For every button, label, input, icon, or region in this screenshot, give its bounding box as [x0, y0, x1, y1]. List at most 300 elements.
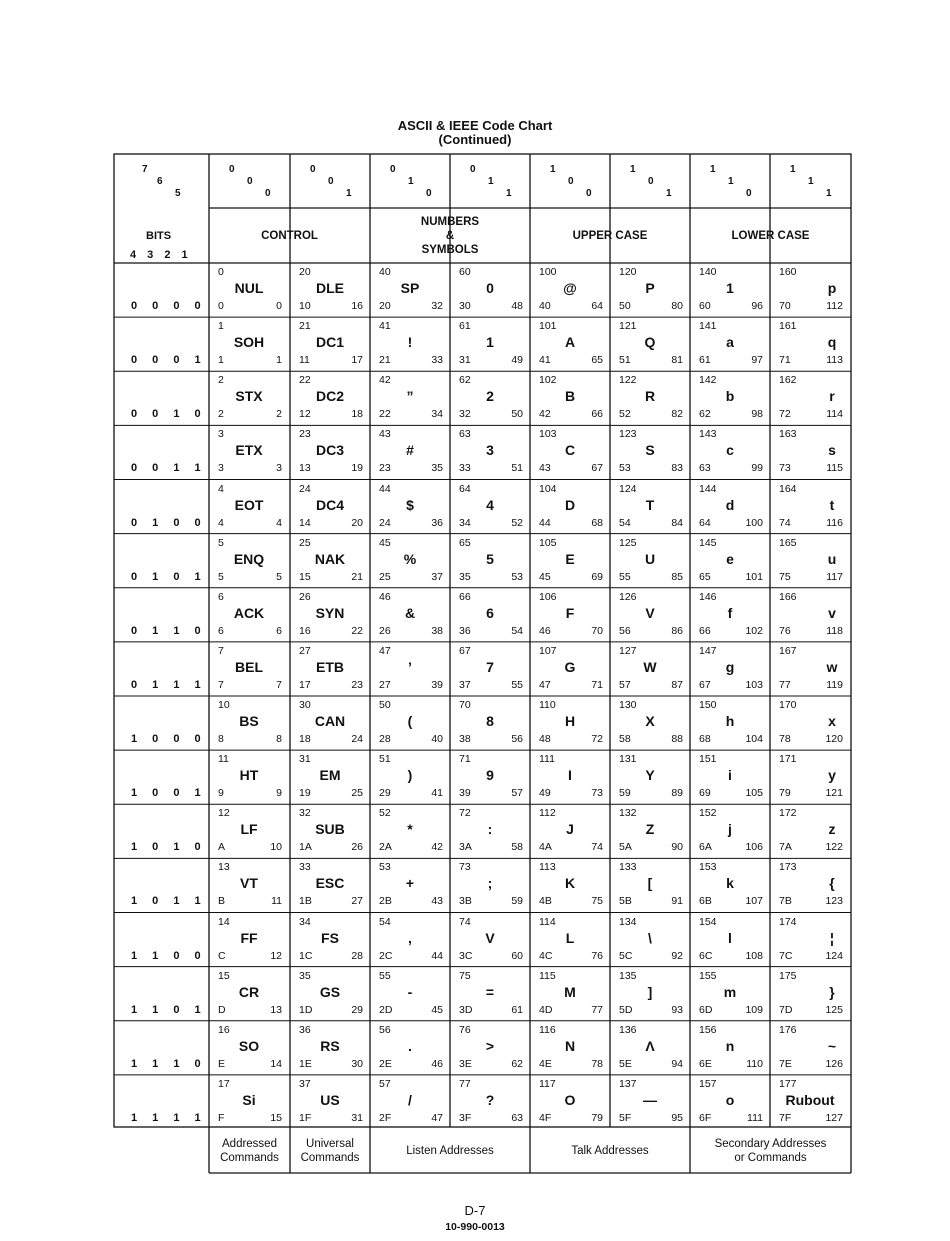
hex-code: C [218, 949, 226, 962]
hex-code: 68 [699, 733, 711, 745]
octal-code: 172 [779, 807, 797, 820]
hex-code: 6F [699, 1111, 712, 1124]
character: FF [240, 929, 258, 946]
character: x [828, 713, 836, 729]
character: DC2 [315, 388, 344, 405]
character: r [829, 388, 835, 405]
decimal-code: 112 [826, 300, 843, 312]
decimal-code: 10 [270, 841, 282, 854]
decimal-code: 121 [825, 787, 843, 800]
decimal-code: 64 [591, 300, 603, 312]
character: K [564, 875, 576, 892]
hex-code: 33 [459, 462, 471, 475]
character: CR [238, 983, 260, 1000]
hex-code: 7E [779, 1057, 792, 1070]
octal-code: 60 [459, 266, 471, 278]
character: LF [240, 821, 258, 838]
character: J [566, 821, 574, 838]
octal-code: 35 [299, 969, 311, 982]
footer-label-2: Listen Addresses [406, 1145, 494, 1157]
decimal-code: 71 [591, 678, 603, 691]
decimal-code: 13 [270, 1003, 282, 1016]
hex-code: 53 [619, 462, 631, 475]
octal-code: 113 [539, 861, 556, 874]
hex-code: 2D [379, 1003, 393, 1016]
character: Si [242, 1091, 256, 1108]
decimal-code: 88 [671, 733, 683, 745]
hex-code: 78 [779, 733, 791, 745]
octal-code: 56 [379, 1023, 391, 1036]
decimal-code: 8 [276, 733, 282, 745]
decimal-code: 44 [431, 949, 443, 962]
octal-code: 146 [699, 590, 717, 603]
octal-code: 64 [459, 482, 471, 495]
octal-code: 117 [539, 1077, 556, 1090]
character: 5 [486, 550, 494, 567]
decimal-code: 16 [351, 300, 363, 312]
hex-code: 19 [299, 787, 311, 800]
hex-code: 12 [299, 408, 311, 421]
character: W [643, 658, 657, 675]
decimal-code: 86 [671, 624, 683, 637]
character: N [564, 1037, 576, 1054]
hex-code: 1C [299, 949, 313, 962]
character: Q [644, 334, 656, 351]
octal-code: 67 [459, 644, 471, 657]
decimal-code: 28 [351, 949, 363, 962]
decimal-code: 87 [671, 678, 683, 691]
character: ENQ [233, 550, 265, 567]
decimal-code: 119 [826, 678, 843, 691]
octal-code: 4 [218, 482, 224, 495]
character: a [726, 334, 734, 351]
character: G [564, 658, 576, 675]
octal-code: 150 [699, 699, 717, 711]
decimal-code: 15 [270, 1111, 282, 1124]
octal-code: 14 [218, 915, 230, 928]
octal-code: 155 [699, 969, 717, 982]
decimal-code: 12 [270, 949, 282, 962]
octal-code: 100 [539, 266, 557, 278]
hex-code: 60 [699, 300, 711, 312]
hex-code: D [218, 1003, 226, 1016]
octal-code: 157 [699, 1077, 717, 1090]
decimal-code: 9 [276, 787, 282, 800]
character: VT [240, 875, 258, 892]
column-bit7: 1 [710, 164, 716, 175]
octal-code: 102 [539, 374, 557, 387]
decimal-code: 78 [591, 1057, 603, 1070]
octal-code: 135 [619, 969, 637, 982]
hex-code: 52 [619, 408, 631, 421]
octal-code: 25 [299, 536, 311, 549]
hex-code: 4F [539, 1111, 552, 1124]
hex-code: 1D [299, 1003, 313, 1016]
octal-code: 104 [539, 482, 557, 495]
character: SUB [315, 821, 345, 838]
decimal-code: 1 [276, 354, 282, 367]
column-bit7: 1 [790, 164, 796, 175]
octal-code: 54 [379, 915, 391, 928]
decimal-code: 55 [511, 678, 523, 691]
decimal-code: 42 [431, 841, 443, 854]
decimal-code: 67 [591, 462, 603, 475]
hex-code: 36 [459, 624, 471, 637]
character: U [644, 550, 656, 567]
hex-code: 4C [539, 949, 553, 962]
character: 8 [486, 713, 494, 729]
octal-code: 170 [779, 699, 797, 711]
column-bit6: 0 [648, 176, 654, 187]
decimal-code: 53 [511, 570, 523, 583]
character: l [728, 929, 732, 946]
decimal-code: 117 [826, 570, 843, 583]
decimal-code: 84 [671, 516, 683, 529]
octal-code: 57 [379, 1077, 391, 1090]
hex-code: 3A [459, 841, 472, 854]
column-bit5: 1 [506, 188, 512, 199]
bit-number: 5 [175, 188, 181, 199]
character: X [645, 713, 655, 729]
character: ” [406, 388, 414, 405]
octal-code: 37 [299, 1077, 311, 1090]
hex-code: 40 [539, 300, 551, 312]
character: SO [238, 1037, 260, 1054]
octal-code: 152 [699, 807, 717, 820]
hex-code: 54 [619, 516, 631, 529]
hex-code: 35 [459, 570, 471, 583]
character: CAN [314, 713, 346, 729]
character: H [564, 713, 576, 729]
octal-code: 40 [379, 266, 391, 278]
character: BEL [235, 658, 263, 675]
octal-code: 154 [699, 915, 717, 928]
octal-code: 52 [379, 807, 391, 820]
character: SP [400, 280, 420, 296]
decimal-code: 106 [745, 841, 763, 854]
octal-code: 43 [379, 428, 391, 441]
hex-code: 6C [699, 949, 713, 962]
decimal-code: 37 [431, 570, 443, 583]
decimal-code: 24 [351, 733, 363, 745]
octal-code: 110 [539, 699, 556, 711]
octal-code: 15 [218, 969, 230, 982]
character: b [725, 388, 735, 405]
octal-code: 20 [299, 266, 311, 278]
decimal-code: 20 [351, 516, 363, 529]
character: g [725, 658, 735, 675]
hex-code: 49 [539, 787, 551, 800]
decimal-code: 97 [751, 354, 763, 367]
octal-code: 72 [459, 807, 471, 820]
character: p [827, 280, 837, 296]
decimal-code: 31 [351, 1111, 363, 1124]
group-label-2: UPPER CASE [572, 230, 648, 242]
octal-code: 124 [619, 482, 637, 495]
row-bits: 0 0 0 0 [131, 300, 207, 312]
hex-code: 73 [779, 462, 791, 475]
octal-code: 147 [699, 644, 717, 657]
octal-code: 106 [539, 590, 557, 603]
decimal-code: 89 [671, 787, 683, 800]
octal-code: 76 [459, 1023, 471, 1036]
octal-code: 120 [619, 266, 637, 278]
character: d [725, 496, 735, 513]
character: @ [563, 280, 577, 296]
character: V [485, 929, 495, 946]
octal-code: 74 [459, 915, 471, 928]
decimal-code: 105 [745, 787, 763, 800]
hex-code: 72 [779, 408, 791, 421]
octal-code: 173 [779, 861, 797, 874]
character: ETX [235, 442, 263, 459]
row-bits: 1 1 0 0 [131, 949, 207, 962]
character: & [404, 604, 416, 621]
octal-code: 11 [218, 753, 229, 766]
decimal-code: 45 [431, 1003, 443, 1016]
footer-label-0: Addressed Commands [220, 1138, 279, 1164]
octal-code: 122 [619, 374, 637, 387]
character: / [408, 1091, 412, 1108]
hex-code: B [218, 895, 226, 908]
hex-code: 4 [218, 516, 224, 529]
hex-code: 45 [539, 570, 551, 583]
character: O [564, 1091, 576, 1108]
character: A [564, 334, 576, 351]
decimal-code: 59 [511, 895, 523, 908]
character: V [645, 604, 655, 621]
octal-code: 45 [379, 536, 391, 549]
decimal-code: 56 [511, 733, 523, 745]
character: i [728, 767, 732, 784]
character: FS [321, 929, 339, 946]
character: ETB [316, 658, 344, 675]
chart-title: ASCII & IEEE Code Chart [397, 118, 553, 133]
character: y [828, 767, 836, 784]
column-bit7: 0 [310, 164, 316, 175]
octal-code: 166 [779, 590, 797, 603]
character: m [723, 983, 737, 1000]
hex-code: 32 [459, 408, 471, 421]
hex-code: 5 [218, 570, 224, 583]
octal-code: 136 [619, 1023, 637, 1036]
character: L [565, 929, 575, 946]
character: T [645, 496, 655, 513]
character: ~ [827, 1037, 837, 1054]
decimal-code: 109 [745, 1003, 763, 1016]
character: v [828, 604, 836, 621]
octal-code: 103 [539, 428, 557, 441]
decimal-code: 125 [825, 1003, 843, 1016]
column-bit7: 1 [630, 164, 636, 175]
octal-code: 130 [619, 699, 637, 711]
decimal-code: 19 [351, 462, 363, 475]
hex-code: 7F [779, 1111, 792, 1124]
octal-code: 63 [459, 428, 471, 441]
hex-code: 70 [779, 300, 791, 312]
character: F [565, 604, 575, 621]
octal-code: 16 [218, 1023, 230, 1036]
character: Rubout [785, 1091, 835, 1108]
hex-code: 2C [379, 949, 393, 962]
row-bits: 1 1 1 1 [131, 1111, 207, 1124]
character: : [487, 821, 493, 838]
decimal-code: 114 [826, 408, 843, 421]
octal-code: 145 [699, 536, 717, 549]
octal-code: 13 [218, 861, 230, 874]
hex-code: 7D [779, 1003, 793, 1016]
hex-code: 1B [299, 895, 312, 908]
octal-code: 61 [459, 320, 471, 333]
character: NUL [234, 280, 264, 296]
hex-code: 6A [699, 841, 712, 854]
character: { [829, 875, 835, 892]
hex-code: 74 [779, 516, 791, 529]
character: ] [647, 983, 653, 1000]
octal-code: 174 [779, 915, 797, 928]
character: f [727, 604, 733, 621]
octal-code: 156 [699, 1023, 717, 1036]
hex-code: 43 [539, 462, 551, 475]
row-bits: 1 0 0 1 [131, 787, 207, 800]
octal-code: 50 [379, 699, 391, 711]
decimal-code: 90 [671, 841, 683, 854]
character: HT [239, 767, 259, 784]
hex-code: 2A [379, 841, 392, 854]
character: 2 [486, 388, 494, 405]
hex-code: E [218, 1057, 226, 1070]
hex-code: 3C [459, 949, 473, 962]
row-bits: 0 1 0 1 [131, 570, 207, 583]
octal-code: 127 [619, 644, 637, 657]
octal-code: 7 [218, 644, 224, 657]
hex-code: 57 [619, 678, 631, 691]
decimal-code: 57 [511, 787, 523, 800]
octal-code: 175 [779, 969, 797, 982]
octal-code: 33 [299, 861, 311, 874]
character: 6 [486, 604, 494, 621]
column-bit7: 0 [470, 164, 476, 175]
octal-code: 12 [218, 807, 230, 820]
character: STX [235, 388, 263, 405]
bit-order: 4 3 2 1 [130, 249, 192, 261]
row-bits: 1 0 1 1 [131, 895, 207, 908]
decimal-code: 38 [431, 624, 443, 637]
character: DC3 [315, 442, 344, 459]
decimal-code: 41 [431, 787, 443, 800]
decimal-code: 5 [276, 570, 282, 583]
character: Z [645, 821, 655, 838]
column-bit7: 1 [550, 164, 556, 175]
decimal-code: 95 [671, 1111, 683, 1124]
hex-code: 4A [539, 841, 552, 854]
hex-code: 3F [459, 1111, 472, 1124]
character: 1 [486, 334, 494, 351]
decimal-code: 99 [751, 462, 763, 475]
octal-code: 133 [619, 861, 637, 874]
octal-code: 134 [619, 915, 637, 928]
hex-code: 2E [379, 1057, 392, 1070]
column-bit5: 1 [666, 188, 672, 199]
character: 3 [486, 442, 494, 459]
hex-code: 8 [218, 733, 224, 745]
decimal-code: 126 [825, 1057, 843, 1070]
hex-code: 0 [218, 300, 224, 312]
decimal-code: 113 [826, 354, 843, 367]
character: D [564, 496, 576, 513]
octal-code: 36 [299, 1023, 311, 1036]
octal-code: 111 [539, 753, 555, 766]
octal-code: 51 [379, 753, 391, 766]
decimal-code: 21 [351, 570, 363, 583]
hex-code: 77 [779, 678, 791, 691]
decimal-code: 104 [745, 733, 763, 745]
character: o [725, 1091, 735, 1108]
octal-code: 46 [379, 590, 391, 603]
hex-code: 63 [699, 462, 711, 475]
hex-code: 79 [779, 787, 791, 800]
hex-code: 47 [539, 678, 551, 691]
octal-code: 75 [459, 969, 471, 982]
octal-code: 137 [619, 1077, 637, 1090]
character: — [643, 1091, 657, 1108]
hex-code: 38 [459, 733, 471, 745]
decimal-code: 66 [591, 408, 603, 421]
octal-code: 71 [459, 753, 471, 766]
decimal-code: 7 [276, 678, 282, 691]
hex-code: 62 [699, 408, 711, 421]
octal-code: 24 [299, 482, 311, 495]
column-bit6: 0 [328, 176, 334, 187]
character: ( [407, 713, 413, 729]
column-bit6: 1 [808, 176, 814, 187]
column-bit5: 0 [426, 188, 432, 199]
octal-code: 5 [218, 536, 224, 549]
decimal-code: 25 [351, 787, 363, 800]
decimal-code: 120 [825, 733, 843, 745]
column-bit6: 0 [568, 176, 574, 187]
octal-code: 153 [699, 861, 717, 874]
hex-code: 75 [779, 570, 791, 583]
decimal-code: 32 [431, 300, 443, 312]
row-bits: 0 0 1 0 [131, 408, 207, 421]
decimal-code: 83 [671, 462, 683, 475]
hex-code: 14 [299, 516, 311, 529]
hex-code: 71 [779, 354, 791, 367]
bit-number: 7 [142, 164, 148, 175]
octal-code: 177 [779, 1077, 797, 1090]
decimal-code: 116 [826, 516, 843, 529]
character: + [405, 875, 415, 892]
decimal-code: 2 [276, 408, 282, 421]
character: . [408, 1037, 412, 1054]
hex-code: 1E [299, 1057, 312, 1070]
decimal-code: 124 [825, 949, 843, 962]
row-bits: 0 0 1 1 [131, 462, 207, 475]
character: = [485, 983, 495, 1000]
character: US [320, 1091, 340, 1108]
character: * [407, 821, 413, 838]
octal-code: 23 [299, 428, 311, 441]
row-bits: 1 0 0 0 [131, 733, 207, 745]
character: ! [407, 334, 413, 351]
decimal-code: 29 [351, 1003, 363, 1016]
character: \ [648, 929, 652, 946]
hex-code: 6B [699, 895, 712, 908]
character: u [827, 550, 837, 567]
decimal-code: 61 [511, 1003, 523, 1016]
decimal-code: 54 [511, 624, 523, 637]
